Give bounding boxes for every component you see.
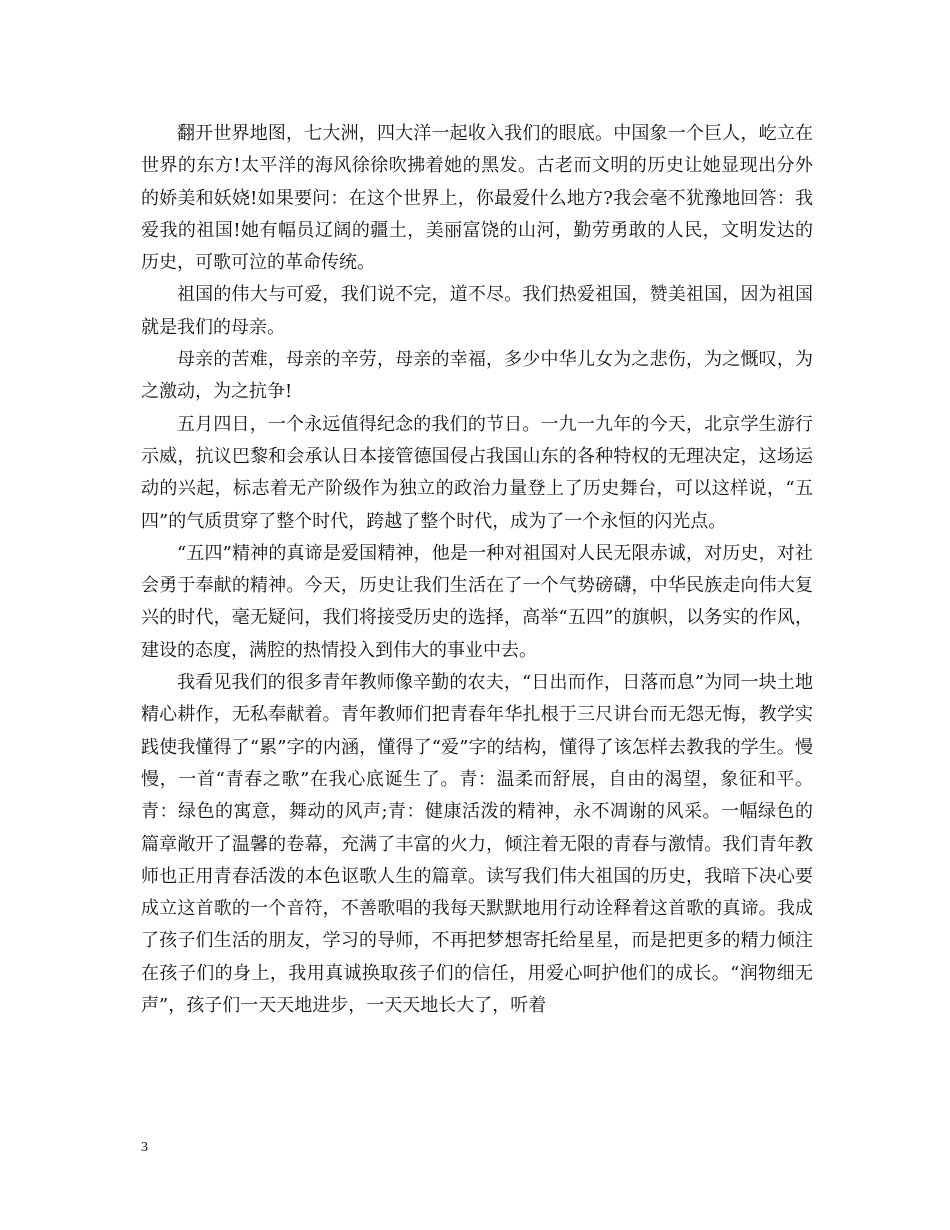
paragraph-4: 五月四日，一个永远值得纪念的我们的节日。一九一九年的今天，北京学生游行示威，抗议巴黎和会承认日本接管德国侵占我国山东的各种特权的无理决定，这场运动的兴起，标志着无产阶级作为独立的政治力量登上了历史舞台，可以这样说，“五四”的气质贯穿了整个时代，跨越了整个时代，成为了一个永恒的闪光点。 bbox=[141, 413, 813, 532]
paragraph-6: 我看见我们的很多青年教师像辛勤的农夫，“日出而作，日落而息”为同一块土地精心耕作，无私奉献着。青年教师们把青春年华扎根于三尺讲台而无怨无悔，教学实践使我懂得了“累”字的内涵，懂得了“爱”字的结构，懂得了该怎样去教我的学生。慢慢，一首“青春之歌”在我心底诞生了。青：温柔而舒展，自由的渴望，象征和平。青：绿色的寓意，舞动的风声;青：健康活泼的精神，永不凋谢的风采。一幅绿色的篇章敞开了温馨的卷幕，充满了丰富的火力，倾注着无限的青春与激情。我们青年教师也正用青春活泼的本色讴歌人生的篇章。读写我们伟大祖国的历史，我暗下决心要成立这首歌的一个音符，不善歌唱的我每天默默地用行动诠释着这首歌的真谛。我成了孩子们生活的朋友，学习的导师，不再把梦想寄托给星星，而是把更多的精力倾注在孩子们的身上，我用真诚换取孩子们的信任，用爱心呵护他们的成长。“润物细无声”，孩子们一天天地进步，一天天地长大了，听着 bbox=[141, 672, 813, 1017]
paragraph-2: 祖国的伟大与可爱，我们说不完，道不尽。我们热爱祖国，赞美祖国，因为祖国就是我们的母亲。 bbox=[141, 284, 813, 338]
page-number: 3 bbox=[141, 1140, 148, 1155]
paragraph-5: “五四”精神的真谛是爱国精神，他是一种对祖国对人民无限赤诚，对历史，对社会勇于奉献的精神。今天，历史让我们生活在了一个气势磅礴，中华民族走向伟大复兴的时代，毫无疑问，我们将接受历史的选择，高举“五四”的旗帜，以务实的作风，建设的态度，满腔的热情投入到伟大的事业中去。 bbox=[141, 542, 813, 661]
document-body bbox=[141, 118, 813, 1022]
paragraph-3: 母亲的苦难，母亲的辛劳，母亲的幸福，多少中华儿女为之悲伤，为之慨叹，为之激动，为之抗争! bbox=[141, 349, 813, 403]
paragraph-1: 翻开世界地图，七大洲，四大洋一起收入我们的眼底。中国象一个巨人，屹立在世界的东方!太平洋的海风徐徐吹拂着她的黑发。古老而文明的历史让她显现出分外的娇美和妖娆!如果要问：在这个世界上，你最爱什么地方?我会毫不犹豫地回答：我爱我的祖国!她有幅员辽阔的疆土，美丽富饶的山河，勤劳勇敢的人民，文明发达的历史，可歌可泣的革命传统。 bbox=[141, 123, 813, 274]
